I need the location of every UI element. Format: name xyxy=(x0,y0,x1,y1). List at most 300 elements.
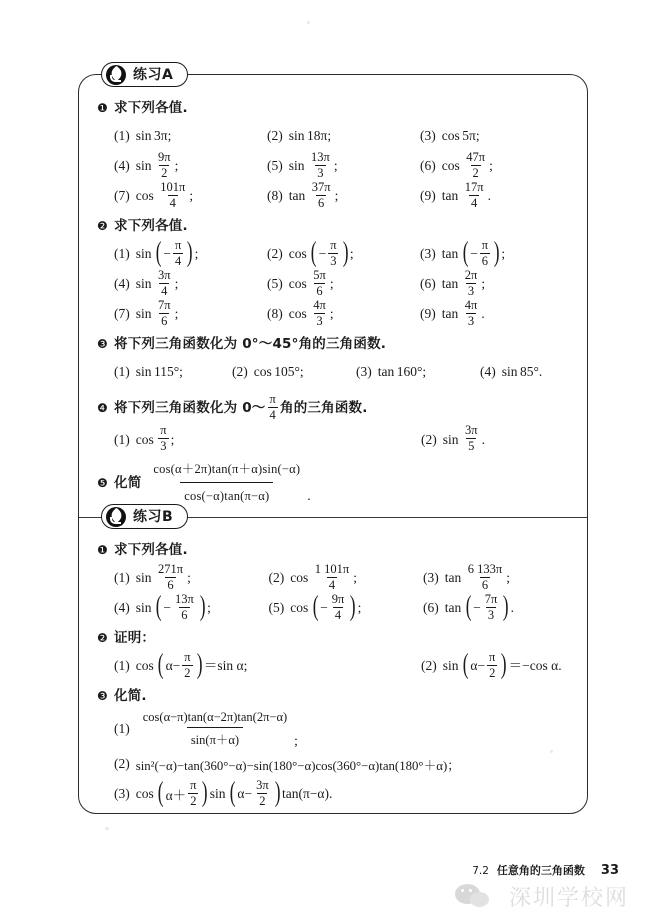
left-paren: ( xyxy=(311,237,317,269)
item-func: tan xyxy=(441,188,459,204)
item-func: cos xyxy=(135,188,154,204)
exercise-b3-header xyxy=(97,685,573,707)
list-item xyxy=(232,357,356,387)
fraction xyxy=(330,593,347,622)
paren-group xyxy=(156,651,204,680)
list-item xyxy=(480,357,573,387)
exercise-box xyxy=(78,66,588,814)
right-paren: ) xyxy=(187,237,193,269)
item-tail: . xyxy=(307,488,311,504)
exercise-prompt xyxy=(114,458,311,507)
fraction xyxy=(254,779,271,808)
paren-group xyxy=(154,593,207,622)
item-label: (2) xyxy=(421,658,437,674)
watermark-text: 深圳学校网 xyxy=(508,886,629,911)
item-arg: 115° xyxy=(154,364,180,380)
fraction-numerator: 13π xyxy=(311,149,330,164)
page-footer xyxy=(472,862,619,878)
item-column xyxy=(269,563,424,623)
right-paren: ) xyxy=(199,591,206,623)
fraction-denominator: 6 xyxy=(481,254,488,268)
exercise-a3-header xyxy=(97,333,573,355)
fraction-denominator: 4 xyxy=(334,608,342,622)
item-func: cos xyxy=(135,431,154,447)
item-func: sin xyxy=(135,246,152,262)
exercise-number: ❹ xyxy=(97,400,108,415)
exercise-prompt: 求下列各值. xyxy=(114,218,188,234)
item-tail: ; xyxy=(207,600,211,616)
fraction-numerator: π xyxy=(190,777,197,792)
list-item xyxy=(420,299,573,329)
item-func: cos xyxy=(288,276,307,292)
item-lead: α− xyxy=(470,658,486,674)
paren-group xyxy=(156,779,210,808)
section-badge-a xyxy=(101,62,188,87)
exercise-a2-items xyxy=(97,239,573,329)
item-func: sin xyxy=(135,600,152,616)
list-item-b3-3 xyxy=(97,779,573,809)
item-label: (6) xyxy=(420,276,436,292)
item-column xyxy=(420,239,573,329)
fraction-denominator: 2 xyxy=(259,794,266,808)
item-func: tan xyxy=(288,188,306,204)
fraction-numerator: 1 101π xyxy=(314,561,350,576)
fraction-numerator: π xyxy=(330,237,337,252)
list-item xyxy=(114,651,421,681)
fraction-numerator: 6 133π xyxy=(467,561,503,576)
item-tail: ; xyxy=(174,306,179,322)
item-label: (3) xyxy=(114,786,130,801)
item-column xyxy=(267,239,420,329)
fraction xyxy=(463,424,480,453)
item-label: (1) xyxy=(114,721,130,736)
left-paren: ( xyxy=(158,777,164,809)
item-column xyxy=(267,121,420,211)
list-item xyxy=(267,239,420,269)
item-func: sin xyxy=(135,276,152,292)
paren-group xyxy=(461,651,509,680)
item-func: tan xyxy=(441,306,459,322)
item-column xyxy=(420,121,573,211)
fraction-numerator: 47π xyxy=(466,149,486,164)
list-item xyxy=(267,299,420,329)
item-label: (4) xyxy=(114,158,130,174)
exercise-number: ❷ xyxy=(97,631,108,645)
item-arg: 18π xyxy=(307,128,328,144)
fraction xyxy=(182,651,192,680)
item-tail: ; xyxy=(357,600,362,616)
item-tail: . xyxy=(538,364,543,380)
fraction-denominator: 3 xyxy=(467,284,475,298)
item-label: (3) xyxy=(420,128,436,144)
list-item xyxy=(114,563,269,593)
fraction xyxy=(463,269,480,298)
fraction xyxy=(464,151,487,180)
left-paren: ( xyxy=(155,237,162,269)
fraction-numerator: 271π xyxy=(158,561,184,576)
fraction-numerator: π xyxy=(481,237,489,252)
fraction-denominator: 4 xyxy=(169,196,176,210)
exercise-a1-items xyxy=(97,121,573,211)
item-column xyxy=(480,357,573,387)
fraction-numerator: 5π xyxy=(313,267,326,282)
item-lead: α＋ xyxy=(165,788,187,803)
list-item xyxy=(423,593,573,623)
exercise-number: ❸ xyxy=(97,689,108,703)
fraction-numerator: 4π xyxy=(313,297,326,312)
wechat-eye-dot xyxy=(469,889,472,892)
fraction-denominator: 3 xyxy=(467,314,475,328)
item-sign: − xyxy=(473,600,481,616)
exercise-a1-header xyxy=(97,97,573,119)
exercise-number: ❶ xyxy=(97,543,108,557)
item-arg: 160° xyxy=(396,364,423,380)
fraction xyxy=(487,651,497,680)
fraction-numerator: π xyxy=(489,649,496,664)
list-item xyxy=(267,181,420,211)
item-label: (9) xyxy=(420,188,436,204)
fraction-denominator: 3 xyxy=(316,314,323,328)
fraction-numerator: π xyxy=(174,237,182,252)
item-label: (1) xyxy=(114,570,130,586)
item-func: cos xyxy=(135,658,154,674)
item-tail: ; xyxy=(422,364,427,380)
item-tail: . xyxy=(481,306,485,322)
fraction-numerator: π xyxy=(269,391,277,406)
item-label: (7) xyxy=(114,306,130,322)
item-func: sin xyxy=(501,364,518,380)
item-func: cos xyxy=(288,306,307,322)
section-b-content xyxy=(97,539,573,809)
list-item xyxy=(114,151,267,181)
item-arg: 85° xyxy=(520,364,539,380)
item-tail: ; xyxy=(334,188,339,204)
item-label: (6) xyxy=(423,600,439,616)
item-column xyxy=(114,121,267,211)
exercise-a4-items xyxy=(97,424,573,454)
item-func: tan xyxy=(441,246,459,262)
item-tail: ; xyxy=(353,570,357,586)
item-lead: α− xyxy=(165,658,181,674)
item-label: (1) xyxy=(114,246,130,262)
list-item xyxy=(269,563,424,593)
list-item xyxy=(267,269,420,299)
item-column xyxy=(421,651,573,681)
item-label: (5) xyxy=(268,600,285,616)
fraction xyxy=(328,239,338,268)
fraction-numerator: 3π xyxy=(158,267,171,282)
item-func: cos xyxy=(253,364,272,380)
exercise-b2-items xyxy=(97,651,573,681)
fraction-denominator: 2 xyxy=(472,166,479,180)
fraction xyxy=(463,181,486,210)
fraction xyxy=(313,563,351,592)
fraction-denominator: 5 xyxy=(468,439,475,454)
exercise-a5-header xyxy=(97,458,573,507)
list-item xyxy=(420,181,573,211)
fraction-denominator: 3 xyxy=(330,254,337,268)
fraction xyxy=(188,779,198,808)
list-item xyxy=(420,269,573,299)
fraction-denominator: 6 xyxy=(318,196,325,210)
item-sign: − xyxy=(163,246,171,262)
item-column xyxy=(114,239,267,329)
fraction xyxy=(158,424,168,453)
fraction xyxy=(173,593,196,622)
exercise-number: ❺ xyxy=(97,475,108,490)
right-paren: ) xyxy=(493,237,500,269)
item-label: (1) xyxy=(114,128,130,144)
item-label: (3) xyxy=(356,364,372,380)
item-func: sin xyxy=(135,306,152,322)
item-label: (1) xyxy=(114,364,130,380)
item-tail: ; xyxy=(327,128,332,144)
item-func: sin xyxy=(135,570,152,586)
item-tail: ; xyxy=(475,128,480,144)
exercise-number: ❶ xyxy=(97,101,108,115)
fraction xyxy=(149,458,304,507)
paren-group xyxy=(461,239,502,268)
fraction-denominator: 6 xyxy=(181,608,188,622)
exercise-prompt: 求下列各值. xyxy=(114,542,188,558)
item-text: sin²(−α)−tan(360°−α)−sin(180°−α)cos(360°−α)tan(180°＋α)； xyxy=(135,758,461,773)
item-rhs: ＝sin α xyxy=(203,658,244,674)
fraction xyxy=(156,151,173,180)
item-func: cos xyxy=(290,600,309,616)
list-item xyxy=(356,357,480,387)
fraction-numerator: 7π xyxy=(158,297,171,312)
right-paren: ) xyxy=(350,591,356,623)
fraction xyxy=(310,181,333,210)
right-paren: ) xyxy=(202,777,209,809)
item-tail: ; xyxy=(194,246,199,262)
item-label: (7) xyxy=(114,188,130,204)
list-item xyxy=(420,121,573,151)
item-column xyxy=(114,651,421,681)
item-tail: ; xyxy=(170,431,175,447)
fraction-denominator: cos(−α)tan(π−α) xyxy=(180,482,273,507)
item-column xyxy=(356,357,480,387)
item-func: cos xyxy=(135,786,154,801)
item-func: tan xyxy=(377,364,395,380)
item-label: (4) xyxy=(114,600,130,616)
item-func: sin xyxy=(135,128,152,144)
item-sign: − xyxy=(163,600,171,616)
fraction-denominator: 3 xyxy=(160,439,167,454)
item-func: tan xyxy=(441,276,459,292)
fraction xyxy=(463,299,480,328)
fraction-numerator: 9π xyxy=(331,591,345,606)
list-item xyxy=(421,651,573,681)
list-item xyxy=(114,357,232,387)
section-a-content xyxy=(97,97,573,509)
fraction-denominator: 3 xyxy=(487,608,495,622)
item-tail: ; xyxy=(329,276,334,292)
item-func: cos xyxy=(288,246,307,262)
list-item xyxy=(420,239,573,269)
item-lead: α− xyxy=(237,786,253,801)
left-paren: ( xyxy=(465,591,472,623)
fraction-denominator: 3 xyxy=(317,166,324,180)
exercise-prompt xyxy=(114,393,368,422)
list-item xyxy=(267,121,420,151)
left-paren: ( xyxy=(158,649,164,681)
item-func: sin xyxy=(209,786,226,801)
right-paren: ) xyxy=(503,591,509,623)
item-func: sin xyxy=(442,431,459,447)
item-label: (2) xyxy=(267,246,283,262)
item-func: sin xyxy=(442,658,459,674)
fraction-numerator: 4π xyxy=(464,297,478,312)
item-tail: ; xyxy=(294,733,298,748)
left-paren: ( xyxy=(312,591,319,623)
item-label: (4) xyxy=(480,364,496,380)
item-tail: ; xyxy=(189,188,194,204)
list-item xyxy=(114,299,267,329)
leaf-check-icon xyxy=(106,65,126,85)
exercise-b1-header xyxy=(97,539,573,561)
item-tail: ; xyxy=(481,276,486,292)
fraction-denominator: 4 xyxy=(328,578,336,592)
item-arg: 5π xyxy=(462,128,476,144)
fraction-denominator: 2 xyxy=(161,166,168,180)
fraction xyxy=(139,710,291,748)
footer-section-title: 任意角的三角函数 xyxy=(496,864,585,877)
fraction-numerator: cos(α＋2π)tan(π＋α)sin(−α) xyxy=(153,462,301,477)
item-rhs: tan(π−α). xyxy=(281,786,333,801)
list-item xyxy=(114,593,269,623)
item-column xyxy=(421,424,573,454)
item-label: (5) xyxy=(267,276,283,292)
item-label: (5) xyxy=(267,158,283,174)
item-label: (2) xyxy=(267,128,283,144)
fraction-denominator: 4 xyxy=(269,407,276,422)
item-func: sin xyxy=(288,158,305,174)
wechat-eye-dot xyxy=(461,889,464,892)
item-tail: ; xyxy=(349,246,354,262)
item-label: (8) xyxy=(267,188,283,204)
item-func: cos xyxy=(441,128,460,144)
fraction xyxy=(268,393,279,422)
item-label: (1) xyxy=(114,658,130,674)
item-func: cos xyxy=(290,570,309,586)
list-item-b3-2 xyxy=(97,749,573,779)
paren-group xyxy=(228,779,282,808)
item-tail: . xyxy=(481,431,485,447)
prompt-suffix: 角的三角函数. xyxy=(280,399,368,416)
list-item xyxy=(114,269,267,299)
list-item xyxy=(114,424,421,454)
item-tail: ; xyxy=(506,570,510,586)
item-tail: ; xyxy=(167,128,172,144)
item-label: (3) xyxy=(423,570,439,586)
fraction xyxy=(156,299,173,328)
item-column xyxy=(114,563,269,623)
right-paren: ) xyxy=(501,649,507,681)
item-tail: . xyxy=(510,600,514,616)
prompt-label: 化简 xyxy=(114,474,142,491)
fraction xyxy=(466,563,504,592)
fraction-numerator: π xyxy=(184,649,191,664)
page-number: 33 xyxy=(600,863,619,878)
exercise-prompt: 化简. xyxy=(114,688,147,704)
exercise-prompt: 将下列三角函数化为 0°～45°角的三角函数. xyxy=(114,336,387,352)
fraction-denominator: 2 xyxy=(184,666,191,680)
list-item xyxy=(114,121,267,151)
item-label: (2) xyxy=(421,431,437,447)
fraction xyxy=(311,269,328,298)
wechat-logo-icon xyxy=(455,884,495,910)
fraction-numerator: 101π xyxy=(160,179,186,194)
item-column xyxy=(114,357,232,387)
item-tail: ; xyxy=(489,158,493,174)
exercise-prompt: 求下列各值. xyxy=(114,100,188,116)
fraction xyxy=(483,593,500,622)
item-label: (2) xyxy=(114,756,130,771)
left-paren: ( xyxy=(462,237,469,269)
page-speck xyxy=(105,827,109,830)
right-paren: ) xyxy=(274,777,281,809)
exercise-a4-header xyxy=(97,393,573,422)
exercise-prompt: 证明： xyxy=(114,630,156,646)
fraction-denominator: 4 xyxy=(175,254,182,268)
left-paren: ( xyxy=(155,591,162,623)
paren-group xyxy=(464,593,511,622)
right-paren: ) xyxy=(342,237,349,269)
list-item xyxy=(269,593,424,623)
fraction-denominator: 4 xyxy=(471,196,478,210)
item-label: (2) xyxy=(268,570,285,586)
footer-section-number: 7.2 xyxy=(472,865,489,877)
fraction-denominator: 2 xyxy=(489,666,496,680)
item-tail: . xyxy=(487,188,491,204)
exercise-a3-items xyxy=(97,357,573,387)
fraction xyxy=(309,151,332,180)
fraction-denominator: 6 xyxy=(481,578,489,592)
watermark xyxy=(455,881,629,912)
item-tail: ; xyxy=(299,364,304,380)
item-tail: ; xyxy=(187,570,191,586)
fraction-numerator: 17π xyxy=(464,179,484,194)
fraction-numerator: cos(α−π)tan(α−2π)tan(2π−α) xyxy=(142,710,288,724)
paren-group xyxy=(154,239,195,268)
page-speck xyxy=(307,21,310,24)
item-sign: − xyxy=(318,246,327,262)
item-func: tan xyxy=(444,570,462,586)
section-badge-b-label: 练习B xyxy=(133,508,174,525)
item-func: sin xyxy=(135,158,152,174)
fraction xyxy=(158,181,187,210)
list-item xyxy=(420,151,573,181)
item-tail: ; xyxy=(243,658,248,674)
item-arg: 3π xyxy=(154,128,168,144)
fraction-denominator: 6 xyxy=(167,578,174,592)
list-item xyxy=(421,424,573,454)
exercise-a2-header xyxy=(97,215,573,237)
item-label: (2) xyxy=(232,364,248,380)
item-tail: ; xyxy=(501,246,506,262)
item-column xyxy=(423,563,573,623)
item-label: (3) xyxy=(420,246,436,262)
item-label: (9) xyxy=(420,306,436,322)
fraction-denominator: 4 xyxy=(161,284,168,298)
list-item xyxy=(423,563,573,593)
item-tail: ; xyxy=(179,364,183,380)
wechat-bubble-small xyxy=(470,892,489,907)
fraction-numerator: 9π xyxy=(158,149,171,164)
item-column xyxy=(232,357,356,387)
item-arg: 105° xyxy=(274,364,300,380)
